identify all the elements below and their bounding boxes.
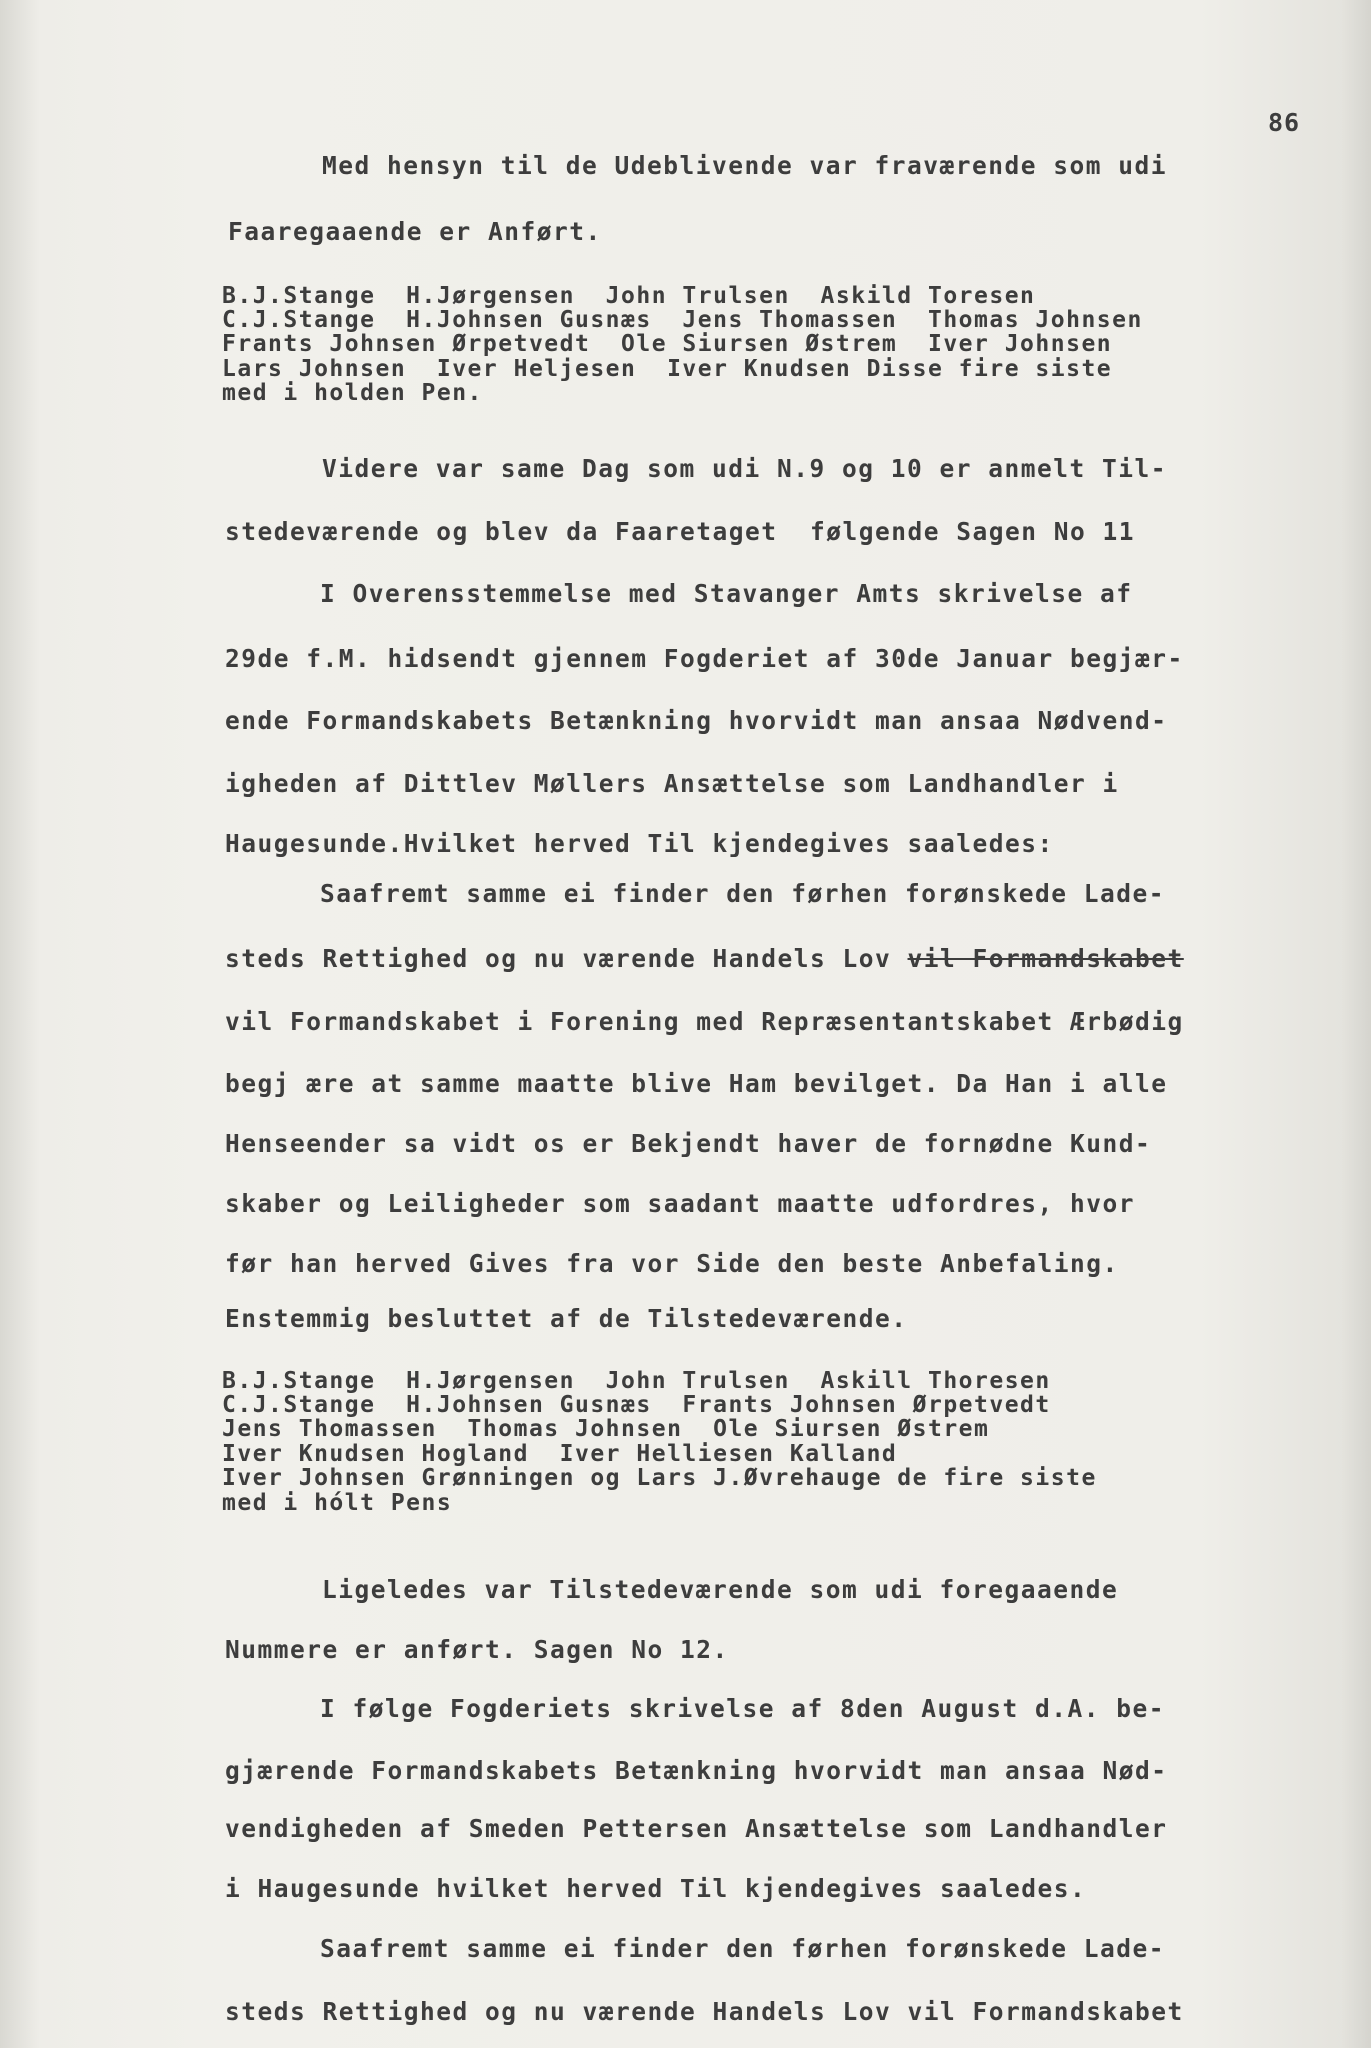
line-text: Lars Johnsen Iver Heljesen Iver Knudsen Disse fire siste (222, 356, 1113, 382)
line-text: begj ære at samme maatte blive Ham bevilget. Da Han i alle (225, 1069, 1168, 1098)
line-text: Saafremt samme ei finder den førhen forønskede Lade- (320, 1934, 1166, 1963)
line-text: Videre var same Dag som udi N.9 og 10 er anmelt Til- (322, 454, 1168, 483)
line-text: vendigheden af Smeden Pettersen Ansættelse som Landhandler (225, 1814, 1168, 1843)
line-text: ende Formandskabets Betænkning hvorvidt man ansaa Nødvend- (225, 706, 1168, 735)
text-line (320, 1695, 1165, 1723)
text-line (322, 152, 1167, 180)
line-text: Saafremt samme ei finder den førhen forønskede Lade- (320, 879, 1166, 908)
text-line (225, 1250, 1119, 1278)
line-text: skaber og Leiligheder som saadant maatte udfordres, hvor (225, 1189, 1136, 1218)
line-text: Henseender sa vidt os er Bekjendt haver de fornødne Kund- (225, 1129, 1152, 1158)
text-line (225, 1008, 1184, 1036)
line-text: I følge Fogderiets skrivelse af 8den August d.A. be- (320, 1694, 1166, 1723)
line-text: Iver Johnsen Grønningen og Lars J.Øvrehauge de fire siste (222, 1465, 1097, 1491)
line-text: vil Formandskabet i Forening med Repræsentantskabet Ærbødig (225, 1007, 1184, 1036)
line-text: stedeværende og blev da Faaretaget følgende Sagen No 11 (225, 517, 1136, 546)
text-line (322, 1576, 1118, 1604)
text-line (225, 1130, 1151, 1158)
line-text: gjærende Formandskabets Betænkning hvorvidt man ansaa Nød- (225, 1756, 1168, 1785)
text-line (225, 1998, 1184, 2026)
text-line (225, 707, 1168, 735)
line-text: Enstemmig besluttet af de Tilstedeværende. (225, 1304, 908, 1333)
text-line (320, 880, 1165, 908)
page-edge-shadow (1341, 0, 1371, 2048)
line-text: I Overensstemmelse med Stavanger Amts skrivelse af (320, 579, 1133, 608)
text-line (225, 1305, 908, 1333)
line-text: Haugesunde.Hvilket herved Til kjendegives saaledes: (225, 829, 1054, 858)
text-line (320, 580, 1133, 608)
text-line (225, 1875, 1086, 1903)
text-line (225, 945, 1184, 973)
line-text: i Haugesunde hvilket herved Til kjendegives saaledes. (225, 1874, 1087, 1903)
text-line (222, 330, 1112, 358)
text-line (228, 218, 602, 246)
text-line (225, 1757, 1168, 1785)
line-text: steds Rettighed og nu værende Handels Lov vil Formandskabet (225, 1997, 1184, 2026)
line-text: 29de f.M. hidsendt gjennem Fogderiet af 30de Januar begjær- (225, 644, 1184, 673)
line-text: Ligeledes var Tilstedeværende som udi foregaaende (322, 1575, 1119, 1604)
text-line (222, 1489, 452, 1517)
text-line (225, 830, 1054, 858)
struck-out-text: vil Formandskabet (907, 944, 1184, 973)
line-text: B.J.Stange H.Jørgensen John Trulsen Askild Toresen (222, 283, 1036, 309)
page-number: 86 (1268, 108, 1301, 137)
line-text: Med hensyn til de Udeblivende var fraværende som udi (322, 151, 1168, 180)
line-text: Faaregaaende er Anført. (228, 217, 602, 246)
text-line (222, 1415, 989, 1443)
line-text: før han herved Gives fra vor Side den beste Anbefaling. (225, 1249, 1119, 1278)
text-line (225, 1815, 1168, 1843)
text-line (322, 455, 1167, 483)
text-line (225, 1190, 1135, 1218)
text-line (225, 1636, 729, 1664)
line-text: steds Rettighed og nu værende Handels Lov (225, 944, 908, 973)
text-line (225, 645, 1184, 673)
text-line (320, 1935, 1165, 1963)
line-text: med i holden Pen. (222, 380, 483, 406)
line-text: Iver Knudsen Hogland Iver Helliesen Kalland (222, 1441, 898, 1467)
text-line (222, 379, 483, 407)
line-text: Nummere er anført. Sagen No 12. (225, 1635, 729, 1664)
text-line (222, 1464, 1097, 1492)
line-text: igheden af Dittlev Møllers Ansættelse som Landhandler i (225, 769, 1119, 798)
line-text: C.J.Stange H.Johnsen Gusnæs Jens Thomassen Thomas Johnsen (222, 307, 1143, 333)
line-text: Jens Thomassen Thomas Johnsen Ole Siursen Østrem (222, 1416, 990, 1442)
line-text: med i hólt Pens (222, 1490, 453, 1516)
line-text: Frants Johnsen Ørpetvedt Ole Siursen Østrem Iver Johnsen (222, 331, 1113, 357)
line-text: B.J.Stange H.Jørgensen John Trulsen Askill Thoresen (222, 1368, 1051, 1394)
text-line (225, 770, 1119, 798)
text-line (225, 1070, 1168, 1098)
line-text: C.J.Stange H.Johnsen Gusnæs Frants Johnsen Ørpetvedt (222, 1392, 1051, 1418)
text-line (225, 518, 1135, 546)
